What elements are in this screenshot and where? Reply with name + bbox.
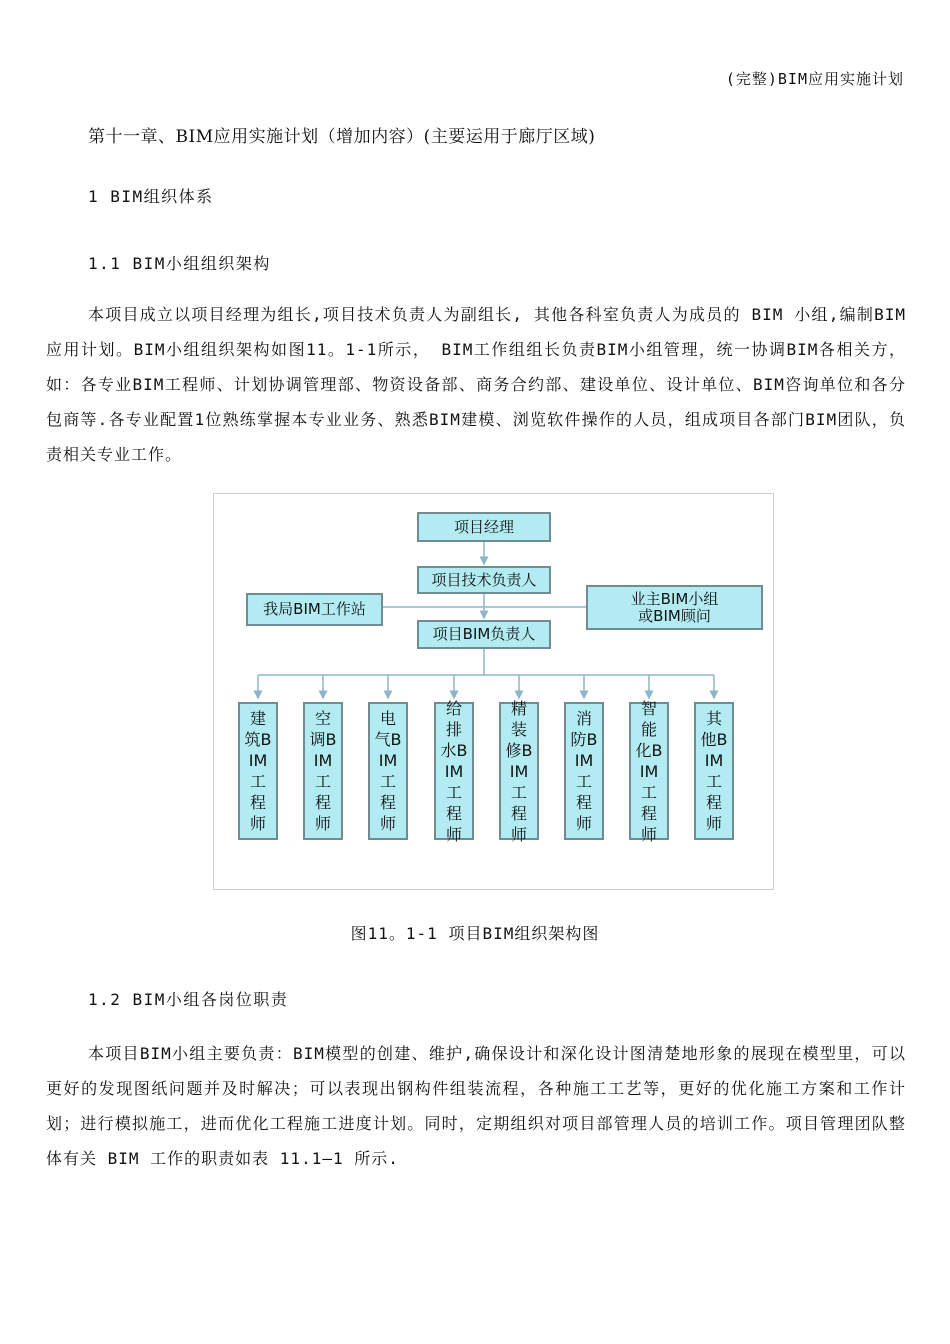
- engineer-label: 精装修BIM工程师: [505, 698, 533, 844]
- org-chart-figure: [213, 493, 774, 890]
- engineer-box-hvac: [303, 702, 343, 840]
- bim-lead-label: 项目BIM负责人: [432, 625, 536, 643]
- bureau-station-box: [246, 593, 383, 626]
- bureau-station-label: 我局BIM工作站: [263, 600, 366, 618]
- engineer-label: 空调BIM工程师: [309, 709, 337, 833]
- tech-lead-box: [417, 566, 551, 594]
- project-manager-box: [417, 512, 551, 542]
- document-header: (完整)BIM应用实施计划: [725, 70, 904, 88]
- chapter-title: 第十一章、BIM应用实施计划（增加内容）(主要运用于廊厅区域): [88, 127, 596, 147]
- paragraph-org-intro: 本项目成立以项目经理为组长,项目技术负责人为副组长, 其他各科室负责人为成员的 BIM 小组,编制BIM应用计划。BIM小组组织架构如图11。1-1所示， BIM工作组组长负责BIM小组管理，统一协调BIM各相关方，如：各专业BIM工程师、计划协调管理部、物资设备部、商务合约部、建设单位、设计单位、BIM咨询单位和各分包商等.各专业配置1位熟练掌握本专业业务、熟悉BIM建模、浏览软件操作的人员，组成项目各部门BIM团队，负责相关专业工作。: [46, 305, 906, 464]
- engineer-box-architecture: [238, 702, 278, 840]
- engineer-box-intelligent: [629, 698, 669, 844]
- engineer-label: 电气BIM工程师: [374, 709, 402, 833]
- owner-group-label-line2: 或BIM顾问: [638, 606, 711, 625]
- org-chart-connectors: [214, 494, 775, 891]
- section-heading-1-2: 1.2 BIM小组各岗位职责: [88, 990, 289, 1009]
- engineer-box-other: [694, 702, 734, 840]
- engineer-label: 消防BIM工程师: [570, 709, 598, 833]
- engineer-box-electrical: [368, 702, 408, 840]
- engineer-box-fitout: [499, 698, 539, 844]
- engineer-label: 智能化BIM工程师: [635, 698, 663, 844]
- engineer-label: 其他BIM工程师: [700, 709, 728, 833]
- engineer-box-plumbing: [434, 698, 474, 844]
- engineer-label: 建筑BIM工程师: [244, 709, 272, 833]
- engineer-label: 给排水BIM工程师: [440, 698, 468, 844]
- tech-lead-label: 项目技术负责人: [431, 570, 537, 589]
- section-heading-1: 1 BIM组织体系: [88, 187, 214, 206]
- owner-group-label-line1: 业主BIM小组: [630, 589, 719, 608]
- paragraph-responsibilities: 本项目BIM小组主要负责：BIM模型的创建、维护,确保设计和深化设计图清楚地形象的展现在模型里，可以更好的发现图纸问题并及时解决；可以表现出钢构件组装流程，各种施工工艺等，更好的优化施工方案和工作计划；进行模拟施工，进而优化工程施工进度计划。同时，定期组织对项目部管理人员的培训工作。项目管理团队整体有关 BIM 工作的职责如表 11.1—1 所示.: [46, 1044, 906, 1168]
- section-heading-1-1: 1.1 BIM小组组织架构: [88, 254, 271, 273]
- figure-caption: 图11。1-1 项目BIM组织架构图: [350, 924, 600, 943]
- owner-group-box: [586, 585, 763, 630]
- engineer-box-fire: [564, 702, 604, 840]
- bim-lead-box: [417, 620, 551, 649]
- project-manager-label: 项目经理: [453, 517, 514, 536]
